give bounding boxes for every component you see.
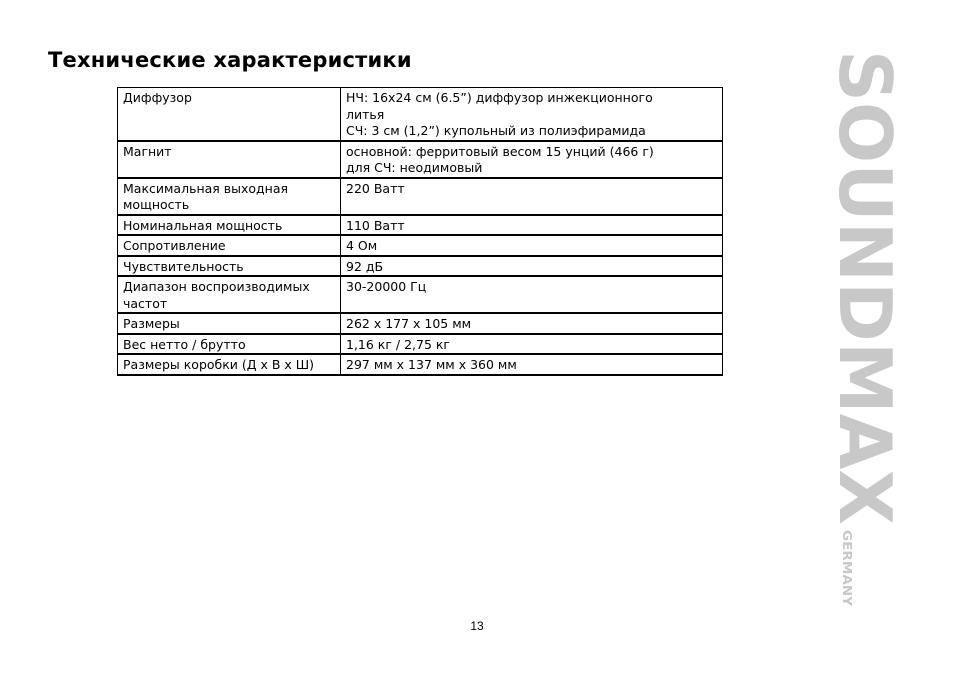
page-number: 13 <box>470 619 484 633</box>
spec-param: Размеры <box>118 313 341 334</box>
table-row <box>118 215 723 236</box>
table-row <box>118 256 723 277</box>
spec-value: НЧ: 16x24 см (6.5”) диффузор инжекционного литья СЧ: 3 см (1,2”) купольный из полиэфирамида <box>341 88 723 141</box>
page-title: Технические характеристики <box>48 48 412 72</box>
spec-value: 110 Ватт <box>341 215 723 236</box>
brand-logo-sub-text: GERMANY <box>840 530 854 598</box>
table-row <box>118 88 723 141</box>
table-row <box>118 141 723 178</box>
spec-value: 30-20000 Гц <box>341 276 723 313</box>
spec-param: Магнит <box>118 141 341 178</box>
brand-logo-text: SOUNDMAX <box>823 50 907 525</box>
spec-param: Сопротивление <box>118 235 341 256</box>
spec-value: 92 дБ <box>341 256 723 277</box>
specs-table <box>117 87 723 376</box>
spec-param: Диффузор <box>118 88 341 141</box>
spec-value: 4 Ом <box>341 235 723 256</box>
spec-value: 262 x 177 x 105 мм <box>341 313 723 334</box>
spec-value: основной: ферритовый весом 15 унций (466 г) для СЧ: неодимовый <box>341 141 723 178</box>
spec-param: Вес нетто / брутто <box>118 334 341 355</box>
spec-value: 220 Ватт <box>341 178 723 215</box>
table-row <box>118 235 723 256</box>
brand-logo <box>823 50 907 525</box>
spec-param: Размеры коробки (Д x В x Ш) <box>118 354 341 375</box>
table-row <box>118 334 723 355</box>
spec-param: Диапазон воспроизводимых частот <box>118 276 341 313</box>
table-row <box>118 354 723 375</box>
spec-param: Максимальная выходная мощность <box>118 178 341 215</box>
spec-value: 297 мм x 137 мм x 360 мм <box>341 354 723 375</box>
table-row <box>118 178 723 215</box>
spec-value: 1,16 кг / 2,75 кг <box>341 334 723 355</box>
table-row <box>118 276 723 313</box>
brand-logo-sub <box>840 530 858 606</box>
spec-param: Номинальная мощность <box>118 215 341 236</box>
spec-param: Чувствительность <box>118 256 341 277</box>
table-row <box>118 313 723 334</box>
